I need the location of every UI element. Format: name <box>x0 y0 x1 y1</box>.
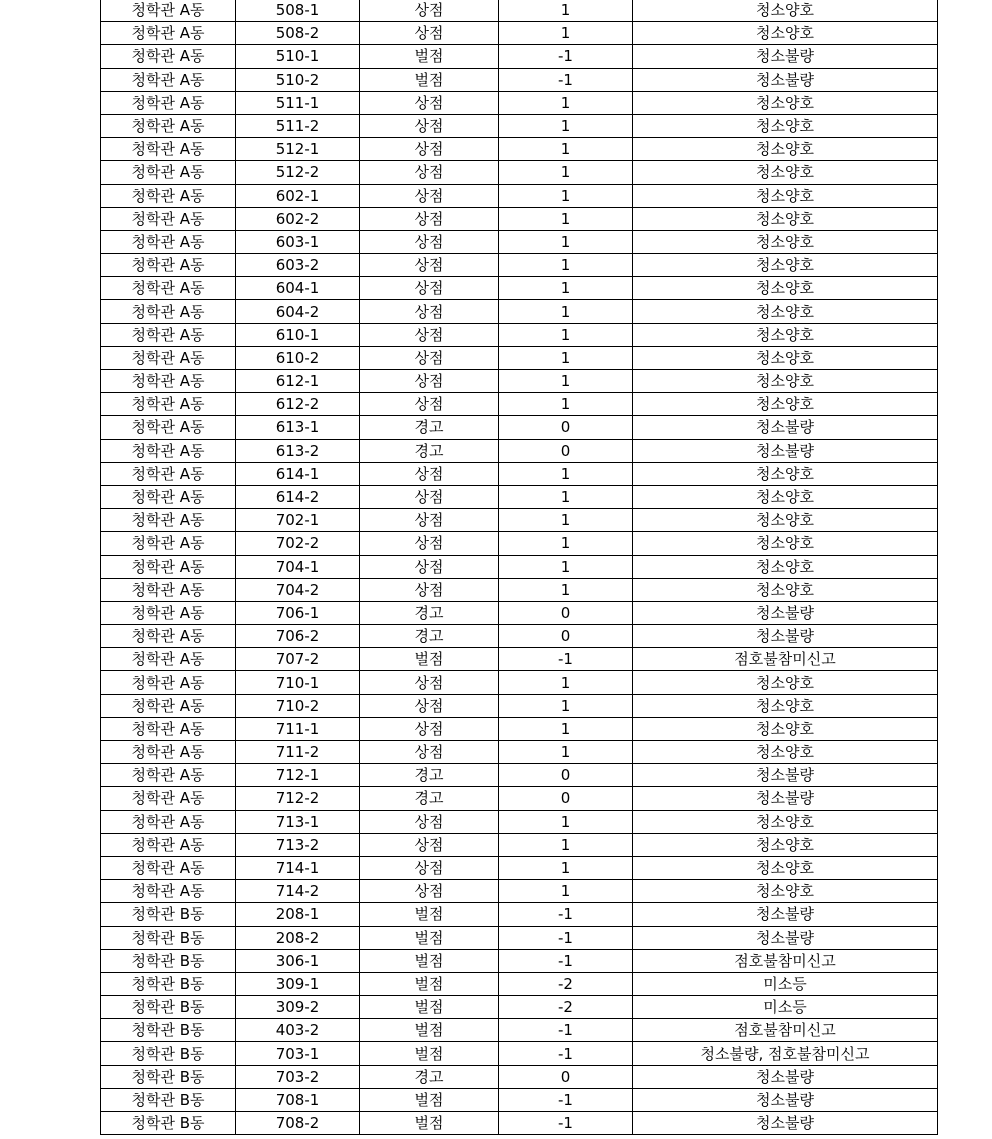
building-cell: 청학관 A동 <box>101 601 236 624</box>
type-cell: 벌점 <box>360 1042 499 1065</box>
score-cell: 1 <box>499 161 633 184</box>
score-cell: -1 <box>499 949 633 972</box>
building-cell: 청학관 B동 <box>101 1112 236 1135</box>
room-cell: 309-1 <box>236 972 360 995</box>
table-row <box>101 346 938 369</box>
table-row <box>101 485 938 508</box>
table-row <box>101 439 938 462</box>
building-cell: 청학관 A동 <box>101 230 236 253</box>
reason-cell: 청소양호 <box>633 671 938 694</box>
score-cell: 0 <box>499 1065 633 1088</box>
reason-cell: 청소양호 <box>633 230 938 253</box>
building-cell: 청학관 A동 <box>101 91 236 114</box>
building-cell: 청학관 B동 <box>101 1042 236 1065</box>
table-row <box>101 926 938 949</box>
room-cell: 713-1 <box>236 810 360 833</box>
room-cell: 610-2 <box>236 346 360 369</box>
table-row <box>101 230 938 253</box>
type-cell: 경고 <box>360 787 499 810</box>
table-row <box>101 1042 938 1065</box>
room-cell: 612-2 <box>236 393 360 416</box>
table-row <box>101 996 938 1019</box>
reason-cell: 청소양호 <box>633 741 938 764</box>
type-cell: 벌점 <box>360 926 499 949</box>
room-cell: 610-1 <box>236 323 360 346</box>
table-row <box>101 161 938 184</box>
reason-cell: 청소양호 <box>633 114 938 137</box>
room-cell: 703-1 <box>236 1042 360 1065</box>
type-cell: 상점 <box>360 114 499 137</box>
table-row <box>101 625 938 648</box>
reason-cell: 청소양호 <box>633 717 938 740</box>
score-cell: 1 <box>499 114 633 137</box>
room-cell: 614-1 <box>236 462 360 485</box>
room-cell: 511-2 <box>236 114 360 137</box>
reason-cell: 청소양호 <box>633 207 938 230</box>
table-row <box>101 717 938 740</box>
building-cell: 청학관 A동 <box>101 416 236 439</box>
score-cell: 1 <box>499 509 633 532</box>
room-cell: 713-2 <box>236 833 360 856</box>
score-cell: 1 <box>499 207 633 230</box>
reason-cell: 청소양호 <box>633 833 938 856</box>
type-cell: 벌점 <box>360 1112 499 1135</box>
type-cell: 상점 <box>360 300 499 323</box>
room-cell: 613-1 <box>236 416 360 439</box>
reason-cell: 청소양호 <box>633 532 938 555</box>
room-cell: 711-2 <box>236 741 360 764</box>
building-cell: 청학관 A동 <box>101 694 236 717</box>
score-cell: 1 <box>499 671 633 694</box>
table-row <box>101 648 938 671</box>
building-cell: 청학관 A동 <box>101 671 236 694</box>
type-cell: 상점 <box>360 277 499 300</box>
type-cell: 상점 <box>360 346 499 369</box>
room-cell: 704-2 <box>236 578 360 601</box>
table-row <box>101 810 938 833</box>
points-table-body <box>101 0 938 1135</box>
score-cell: 0 <box>499 764 633 787</box>
building-cell: 청학관 A동 <box>101 184 236 207</box>
building-cell: 청학관 A동 <box>101 346 236 369</box>
type-cell: 상점 <box>360 323 499 346</box>
building-cell: 청학관 A동 <box>101 277 236 300</box>
score-cell: 0 <box>499 416 633 439</box>
score-cell: -1 <box>499 1042 633 1065</box>
score-cell: 1 <box>499 833 633 856</box>
room-cell: 511-1 <box>236 91 360 114</box>
table-row <box>101 45 938 68</box>
reason-cell: 청소양호 <box>633 555 938 578</box>
score-cell: -1 <box>499 903 633 926</box>
points-table <box>100 0 938 1135</box>
type-cell: 상점 <box>360 532 499 555</box>
type-cell: 상점 <box>360 741 499 764</box>
building-cell: 청학관 A동 <box>101 45 236 68</box>
table-row <box>101 903 938 926</box>
reason-cell: 청소양호 <box>633 393 938 416</box>
room-cell: 602-1 <box>236 184 360 207</box>
room-cell: 712-2 <box>236 787 360 810</box>
building-cell: 청학관 A동 <box>101 68 236 91</box>
table-row <box>101 972 938 995</box>
reason-cell: 청소불량 <box>633 1065 938 1088</box>
room-cell: 512-1 <box>236 138 360 161</box>
reason-cell: 청소양호 <box>633 462 938 485</box>
table-row <box>101 509 938 532</box>
score-cell: 1 <box>499 393 633 416</box>
reason-cell: 청소양호 <box>633 810 938 833</box>
type-cell: 벌점 <box>360 949 499 972</box>
table-row <box>101 393 938 416</box>
reason-cell: 청소불량 <box>633 787 938 810</box>
score-cell: 1 <box>499 694 633 717</box>
reason-cell: 청소불량 <box>633 764 938 787</box>
score-cell: 1 <box>499 22 633 45</box>
reason-cell: 청소양호 <box>633 254 938 277</box>
table-row <box>101 1065 938 1088</box>
score-cell: 0 <box>499 439 633 462</box>
reason-cell: 청소양호 <box>633 370 938 393</box>
room-cell: 510-1 <box>236 45 360 68</box>
type-cell: 상점 <box>360 0 499 22</box>
table-row <box>101 601 938 624</box>
type-cell: 상점 <box>360 138 499 161</box>
table-row <box>101 764 938 787</box>
type-cell: 경고 <box>360 601 499 624</box>
building-cell: 청학관 A동 <box>101 393 236 416</box>
reason-cell: 청소불량 <box>633 1112 938 1135</box>
reason-cell: 청소불량, 점호불참미신고 <box>633 1042 938 1065</box>
building-cell: 청학관 B동 <box>101 949 236 972</box>
type-cell: 경고 <box>360 764 499 787</box>
room-cell: 508-1 <box>236 0 360 22</box>
type-cell: 벌점 <box>360 68 499 91</box>
table-row <box>101 578 938 601</box>
room-cell: 512-2 <box>236 161 360 184</box>
reason-cell: 점호불참미신고 <box>633 648 938 671</box>
building-cell: 청학관 A동 <box>101 880 236 903</box>
table-row <box>101 370 938 393</box>
reason-cell: 청소양호 <box>633 184 938 207</box>
table-row <box>101 1112 938 1135</box>
building-cell: 청학관 A동 <box>101 370 236 393</box>
type-cell: 상점 <box>360 880 499 903</box>
reason-cell: 청소양호 <box>633 346 938 369</box>
score-cell: 0 <box>499 601 633 624</box>
building-cell: 청학관 B동 <box>101 996 236 1019</box>
reason-cell: 청소양호 <box>633 161 938 184</box>
room-cell: 603-2 <box>236 254 360 277</box>
room-cell: 706-1 <box>236 601 360 624</box>
room-cell: 702-1 <box>236 509 360 532</box>
table-row <box>101 555 938 578</box>
score-cell: 1 <box>499 741 633 764</box>
building-cell: 청학관 A동 <box>101 648 236 671</box>
building-cell: 청학관 A동 <box>101 138 236 161</box>
type-cell: 벌점 <box>360 648 499 671</box>
building-cell: 청학관 A동 <box>101 810 236 833</box>
table-row <box>101 323 938 346</box>
building-cell: 청학관 B동 <box>101 1065 236 1088</box>
room-cell: 508-2 <box>236 22 360 45</box>
reason-cell: 청소양호 <box>633 694 938 717</box>
table-row <box>101 949 938 972</box>
table-row <box>101 462 938 485</box>
table-row <box>101 68 938 91</box>
reason-cell: 청소양호 <box>633 22 938 45</box>
type-cell: 벌점 <box>360 972 499 995</box>
type-cell: 상점 <box>360 393 499 416</box>
room-cell: 706-2 <box>236 625 360 648</box>
room-cell: 711-1 <box>236 717 360 740</box>
type-cell: 상점 <box>360 833 499 856</box>
score-cell: 1 <box>499 856 633 879</box>
table-row <box>101 0 938 22</box>
type-cell: 상점 <box>360 694 499 717</box>
score-cell: 1 <box>499 138 633 161</box>
building-cell: 청학관 A동 <box>101 764 236 787</box>
table-row <box>101 1019 938 1042</box>
table-row <box>101 741 938 764</box>
score-cell: -1 <box>499 648 633 671</box>
room-cell: 702-2 <box>236 532 360 555</box>
score-cell: -1 <box>499 926 633 949</box>
score-cell: 1 <box>499 370 633 393</box>
table-row <box>101 856 938 879</box>
score-cell: -1 <box>499 1112 633 1135</box>
type-cell: 상점 <box>360 856 499 879</box>
reason-cell: 청소불량 <box>633 45 938 68</box>
reason-cell: 미소등 <box>633 972 938 995</box>
score-cell: 1 <box>499 555 633 578</box>
score-cell: 1 <box>499 346 633 369</box>
type-cell: 상점 <box>360 462 499 485</box>
room-cell: 710-2 <box>236 694 360 717</box>
type-cell: 경고 <box>360 439 499 462</box>
table-row <box>101 184 938 207</box>
score-cell: 1 <box>499 578 633 601</box>
reason-cell: 청소양호 <box>633 578 938 601</box>
building-cell: 청학관 A동 <box>101 741 236 764</box>
room-cell: 403-2 <box>236 1019 360 1042</box>
building-cell: 청학관 A동 <box>101 462 236 485</box>
type-cell: 상점 <box>360 207 499 230</box>
room-cell: 614-2 <box>236 485 360 508</box>
room-cell: 306-1 <box>236 949 360 972</box>
type-cell: 경고 <box>360 416 499 439</box>
type-cell: 상점 <box>360 254 499 277</box>
type-cell: 상점 <box>360 161 499 184</box>
building-cell: 청학관 A동 <box>101 323 236 346</box>
score-cell: 1 <box>499 485 633 508</box>
score-cell: 1 <box>499 254 633 277</box>
score-cell: 1 <box>499 462 633 485</box>
reason-cell: 청소불량 <box>633 903 938 926</box>
score-cell: -1 <box>499 68 633 91</box>
table-row <box>101 694 938 717</box>
type-cell: 벌점 <box>360 996 499 1019</box>
building-cell: 청학관 B동 <box>101 972 236 995</box>
score-cell: 1 <box>499 323 633 346</box>
building-cell: 청학관 A동 <box>101 0 236 22</box>
reason-cell: 청소불량 <box>633 1088 938 1111</box>
table-row <box>101 277 938 300</box>
type-cell: 상점 <box>360 717 499 740</box>
room-cell: 510-2 <box>236 68 360 91</box>
reason-cell: 청소불량 <box>633 601 938 624</box>
building-cell: 청학관 A동 <box>101 207 236 230</box>
reason-cell: 청소양호 <box>633 300 938 323</box>
table-row <box>101 207 938 230</box>
score-cell: 1 <box>499 0 633 22</box>
score-cell: 1 <box>499 277 633 300</box>
reason-cell: 청소양호 <box>633 138 938 161</box>
score-cell: 1 <box>499 230 633 253</box>
score-cell: -1 <box>499 1088 633 1111</box>
room-cell: 602-2 <box>236 207 360 230</box>
table-row <box>101 532 938 555</box>
building-cell: 청학관 A동 <box>101 114 236 137</box>
table-row <box>101 114 938 137</box>
score-cell: -1 <box>499 1019 633 1042</box>
score-cell: -2 <box>499 996 633 1019</box>
room-cell: 208-2 <box>236 926 360 949</box>
type-cell: 상점 <box>360 91 499 114</box>
score-cell: -1 <box>499 45 633 68</box>
building-cell: 청학관 A동 <box>101 856 236 879</box>
building-cell: 청학관 A동 <box>101 532 236 555</box>
score-cell: 1 <box>499 91 633 114</box>
type-cell: 벌점 <box>360 45 499 68</box>
room-cell: 712-1 <box>236 764 360 787</box>
room-cell: 612-1 <box>236 370 360 393</box>
type-cell: 상점 <box>360 578 499 601</box>
score-cell: 1 <box>499 717 633 740</box>
score-cell: 1 <box>499 880 633 903</box>
type-cell: 상점 <box>360 555 499 578</box>
type-cell: 상점 <box>360 485 499 508</box>
reason-cell: 청소불량 <box>633 439 938 462</box>
reason-cell: 청소양호 <box>633 856 938 879</box>
building-cell: 청학관 A동 <box>101 578 236 601</box>
room-cell: 208-1 <box>236 903 360 926</box>
score-cell: 1 <box>499 184 633 207</box>
room-cell: 604-1 <box>236 277 360 300</box>
type-cell: 벌점 <box>360 1019 499 1042</box>
building-cell: 청학관 B동 <box>101 1088 236 1111</box>
table-row <box>101 138 938 161</box>
table-row <box>101 671 938 694</box>
room-cell: 708-2 <box>236 1112 360 1135</box>
type-cell: 벌점 <box>360 903 499 926</box>
building-cell: 청학관 A동 <box>101 787 236 810</box>
building-cell: 청학관 A동 <box>101 439 236 462</box>
score-cell: -2 <box>499 972 633 995</box>
score-cell: 0 <box>499 787 633 810</box>
table-row <box>101 833 938 856</box>
reason-cell: 청소양호 <box>633 323 938 346</box>
room-cell: 714-2 <box>236 880 360 903</box>
reason-cell: 청소불량 <box>633 416 938 439</box>
building-cell: 청학관 A동 <box>101 254 236 277</box>
reason-cell: 청소양호 <box>633 277 938 300</box>
score-cell: 1 <box>499 300 633 323</box>
reason-cell: 청소불량 <box>633 68 938 91</box>
building-cell: 청학관 A동 <box>101 555 236 578</box>
table-row <box>101 1088 938 1111</box>
room-cell: 710-1 <box>236 671 360 694</box>
room-cell: 707-2 <box>236 648 360 671</box>
reason-cell: 청소양호 <box>633 880 938 903</box>
building-cell: 청학관 B동 <box>101 903 236 926</box>
room-cell: 309-2 <box>236 996 360 1019</box>
table-row <box>101 22 938 45</box>
room-cell: 704-1 <box>236 555 360 578</box>
reason-cell: 청소양호 <box>633 485 938 508</box>
building-cell: 청학관 A동 <box>101 485 236 508</box>
score-cell: 1 <box>499 532 633 555</box>
type-cell: 상점 <box>360 184 499 207</box>
reason-cell: 미소등 <box>633 996 938 1019</box>
reason-cell: 청소양호 <box>633 0 938 22</box>
building-cell: 청학관 A동 <box>101 833 236 856</box>
type-cell: 상점 <box>360 370 499 393</box>
room-cell: 604-2 <box>236 300 360 323</box>
type-cell: 상점 <box>360 22 499 45</box>
type-cell: 상점 <box>360 509 499 532</box>
building-cell: 청학관 A동 <box>101 625 236 648</box>
reason-cell: 점호불참미신고 <box>633 949 938 972</box>
building-cell: 청학관 A동 <box>101 300 236 323</box>
room-cell: 708-1 <box>236 1088 360 1111</box>
table-row <box>101 416 938 439</box>
room-cell: 613-2 <box>236 439 360 462</box>
reason-cell: 점호불참미신고 <box>633 1019 938 1042</box>
table-row <box>101 787 938 810</box>
score-cell: 0 <box>499 625 633 648</box>
score-cell: 1 <box>499 810 633 833</box>
table-row <box>101 91 938 114</box>
type-cell: 상점 <box>360 810 499 833</box>
table-row <box>101 880 938 903</box>
building-cell: 청학관 B동 <box>101 1019 236 1042</box>
reason-cell: 청소양호 <box>633 509 938 532</box>
type-cell: 경고 <box>360 1065 499 1088</box>
building-cell: 청학관 A동 <box>101 22 236 45</box>
type-cell: 경고 <box>360 625 499 648</box>
building-cell: 청학관 A동 <box>101 717 236 740</box>
table-row <box>101 300 938 323</box>
type-cell: 상점 <box>360 671 499 694</box>
building-cell: 청학관 A동 <box>101 509 236 532</box>
reason-cell: 청소불량 <box>633 625 938 648</box>
table-row <box>101 254 938 277</box>
type-cell: 상점 <box>360 230 499 253</box>
building-cell: 청학관 B동 <box>101 926 236 949</box>
type-cell: 벌점 <box>360 1088 499 1111</box>
building-cell: 청학관 A동 <box>101 161 236 184</box>
reason-cell: 청소양호 <box>633 91 938 114</box>
reason-cell: 청소불량 <box>633 926 938 949</box>
room-cell: 703-2 <box>236 1065 360 1088</box>
room-cell: 603-1 <box>236 230 360 253</box>
room-cell: 714-1 <box>236 856 360 879</box>
